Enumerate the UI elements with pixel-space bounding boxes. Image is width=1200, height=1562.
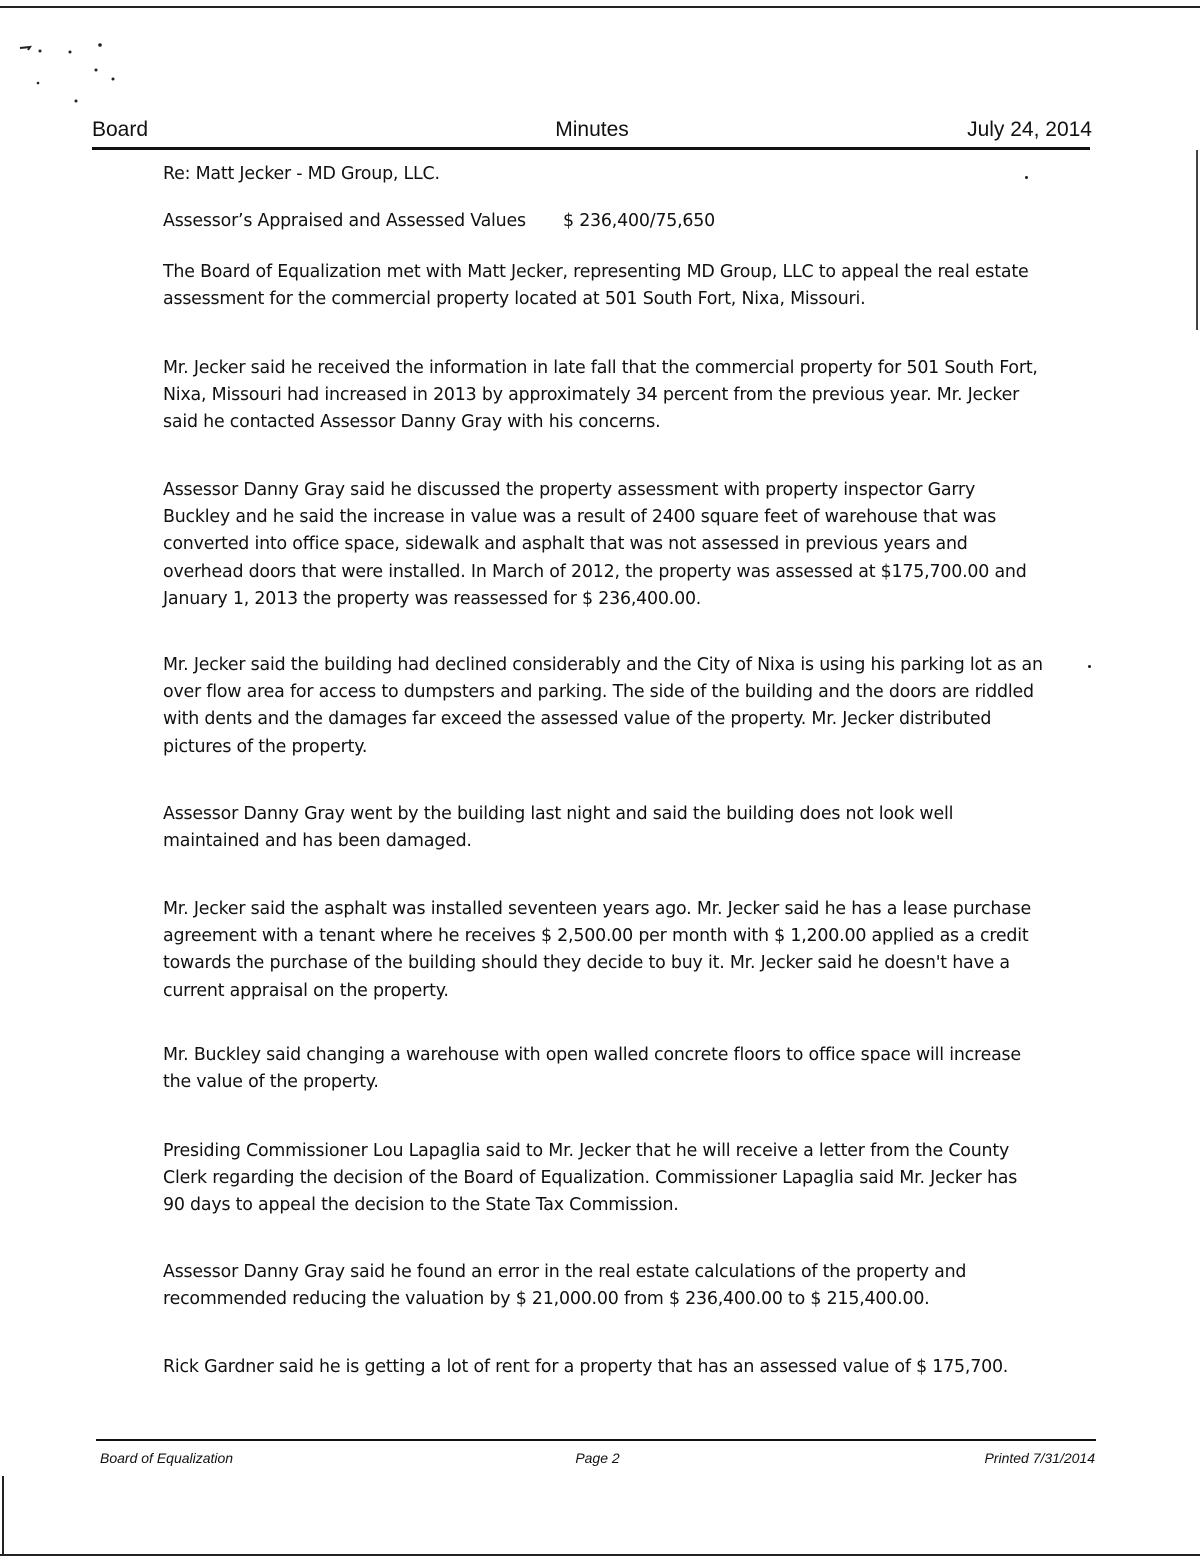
scan-speck — [1025, 176, 1028, 179]
scan-border-right — [1196, 150, 1198, 330]
paragraph-2: Mr. Jecker said he received the information in late fall that the commercial property for 501 South Fort, Nixa, Missouri had increased in 2013 by approximately 34 percent from the previous year. Mr. Jecker said he contacted Assessor Danny Gray with his concerns. — [163, 358, 1038, 433]
page-footer — [100, 1450, 1095, 1470]
header-rule — [92, 147, 1090, 150]
paragraph-3: Assessor Danny Gray said he discussed the property assessment with property inspector Garry Buckley and he said the increase in value was a result of 2400 square feet of warehouse that was converted into office space, sidewalk and asphalt that was not assessed in previous years and overhead doors that were installed. In March of 2012, the property was assessed at $175,700.00 and January 1, 2013 the property was reassessed for $ 236,400.00. — [163, 480, 1027, 609]
scan-border-top — [0, 6, 1200, 8]
paragraph-10: Rick Gardner said he is getting a lot of rent for a property that has an assessed value of $ 175,700. — [163, 1357, 1009, 1377]
header-left: Board — [92, 118, 149, 141]
footer-printed-date: Printed 7/31/2014 — [984, 1450, 1095, 1466]
paragraph-4: Mr. Jecker said the building had declined considerably and the City of Nixa is using his parking lot as an over flow area for access to dumpsters and parking. The side of the building and the doors are riddled with dents and the damages far exceed the assessed value of the property. Mr. Jecker distributed pictures of the property. — [163, 655, 1043, 757]
scan-border-bottom — [0, 1554, 1200, 1556]
header-date: July 24, 2014 — [967, 118, 1092, 141]
re-line: Re: Matt Jecker - MD Group, LLC. — [163, 164, 440, 184]
assessed-values-amount: $ 236,400/75,650 — [563, 211, 716, 231]
scan-specks — [18, 38, 148, 108]
page-header — [92, 118, 1092, 146]
paragraph-9: Assessor Danny Gray said he found an error in the real estate calculations of the property and recommended reducing the valuation by $ 21,000.00 from $ 236,400.00 to $ 215,400.00. — [163, 1262, 967, 1310]
header-title: Minutes — [555, 118, 629, 141]
scan-border-left — [2, 1476, 4, 1556]
scan-speck — [1088, 665, 1091, 668]
assessed-values-line — [163, 211, 716, 231]
paragraph-7: Mr. Buckley said changing a warehouse with open walled concrete floors to office space will increase the value of the property. — [163, 1045, 1021, 1093]
footer-page-number: Page 2 — [575, 1450, 620, 1466]
assessed-values-label: Assessor’s Appraised and Assessed Values — [163, 211, 526, 231]
paragraph-6: Mr. Jecker said the asphalt was installed seventeen years ago. Mr. Jecker said he has a lease purchase agreement with a tenant where he receives $ 2,500.00 per month with $ 1,200.00 applied as a credit towards the purchase of the building should they decide to buy it. Mr. Jecker said he doesn't have a current appraisal on the property. — [163, 899, 1031, 1001]
paragraph-5: Assessor Danny Gray went by the building last night and said the building does not look well maintained and has been damaged. — [163, 804, 954, 852]
paragraph-8: Presiding Commissioner Lou Lapaglia said to Mr. Jecker that he will receive a letter from the County Clerk regarding the decision of the Board of Equalization. Commissioner Lapaglia said Mr. Jecker has 90 days to appeal the decision to the State Tax Commission. — [163, 1141, 1018, 1216]
paragraph-1: The Board of Equalization met with Matt Jecker, representing MD Group, LLC to appeal the real estate assessment for the commercial property located at 501 South Fort, Nixa, Missouri. — [163, 262, 1029, 310]
footer-rule — [96, 1439, 1096, 1441]
footer-left: Board of Equalization — [100, 1450, 234, 1466]
